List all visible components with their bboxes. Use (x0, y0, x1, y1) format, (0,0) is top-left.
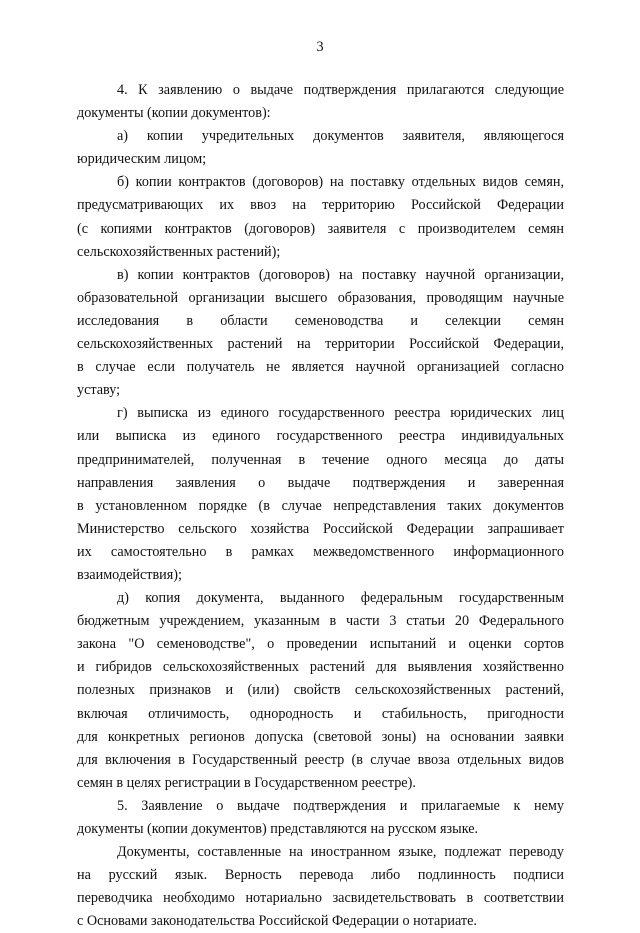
text-line: полезных признаков и (или) свойств сельскохозяйственных растений, (77, 682, 564, 699)
text-line: уставу; (77, 382, 121, 399)
text-line: и гибридов сельскохозяйственных растений для выявления хозяйственно (77, 659, 564, 676)
text-line: предпринимателей, полученная в течение одного месяца до даты (77, 451, 564, 468)
text-line: семян в целях регистрации в Государственном реестре). (77, 774, 416, 791)
text-line: включая отличимость, однородность и стабильность, пригодности (77, 705, 564, 722)
text-line: а) копии учредительных документов заявителя, являющегося (117, 128, 564, 145)
text-line: д) копия документа, выданного федеральным государственным (117, 590, 564, 607)
text-line: документы (копии документов): (77, 105, 271, 122)
page-number: 3 (316, 39, 324, 55)
text-line: бюджетным учреждением, указанным в части 3 статьи 20 Федерального (77, 613, 564, 630)
text-line: закона "О семеноводстве", о проведении испытаний и оценки сортов (77, 636, 564, 653)
text-line: 5. Заявление о выдаче подтверждения и прилагаемые к нему (117, 797, 564, 814)
text-line: их самостоятельно в рамках межведомственного информационного (77, 543, 564, 560)
text-line: г) выписка из единого государственного реестра юридических лиц (117, 405, 564, 422)
text-line: переводчика необходимо нотариально засвидетельствовать в соответствии (77, 890, 564, 907)
text-line: предусматривающих их ввоз на территорию Российской Федерации (77, 197, 564, 214)
document-body (77, 79, 564, 933)
text-line: в случае если получатель не является научной организацией согласно (77, 359, 564, 376)
text-line: для конкретных регионов допуска (световой зоны) на основании заявки (77, 728, 564, 745)
text-line: Министерство сельского хозяйства Российской Федерации запрашивает (77, 520, 564, 537)
text-line: взаимодействия); (77, 566, 182, 583)
text-line: в установленном порядке (в случае непредставления таких документов (77, 497, 564, 514)
text-line: или выписка из единого государственного реестра индивидуальных (77, 428, 564, 445)
text-line: исследования в области семеноводства и селекции семян (77, 312, 564, 329)
text-line: 4. К заявлению о выдаче подтверждения прилагаются следующие (117, 82, 564, 98)
text-line: юридическим лицом; (77, 151, 207, 168)
text-line: Документы, составленные на иностранном языке, подлежат переводу (117, 844, 564, 861)
text-line: б) копии контрактов (договоров) на поставку отдельных видов семян, (117, 174, 564, 191)
text-line: для включения в Государственный реестр (в случае ввоза отдельных видов (77, 751, 564, 768)
text-line: (с копиями контрактов (договоров) заявителя с производителем семян (77, 220, 564, 237)
text-line: в) копии контрактов (договоров) на поставку научной организации, (117, 266, 564, 283)
text-line: документы (копии документов) представляются на русском языке. (77, 821, 479, 837)
text-line: на русский язык. Верность перевода либо подлинность подписи (77, 867, 564, 884)
text-line: направления заявления о выдаче подтверждения и заверенная (77, 474, 564, 491)
text-line: образовательной организации высшего образования, проводящим научные (77, 289, 564, 306)
text-line: сельскохозяйственных растений на территории Российской Федерации, (77, 336, 564, 353)
text-line: сельскохозяйственных растений); (77, 243, 281, 260)
text-line: с Основами законодательства Российской Федерации о нотариате. (77, 913, 477, 930)
